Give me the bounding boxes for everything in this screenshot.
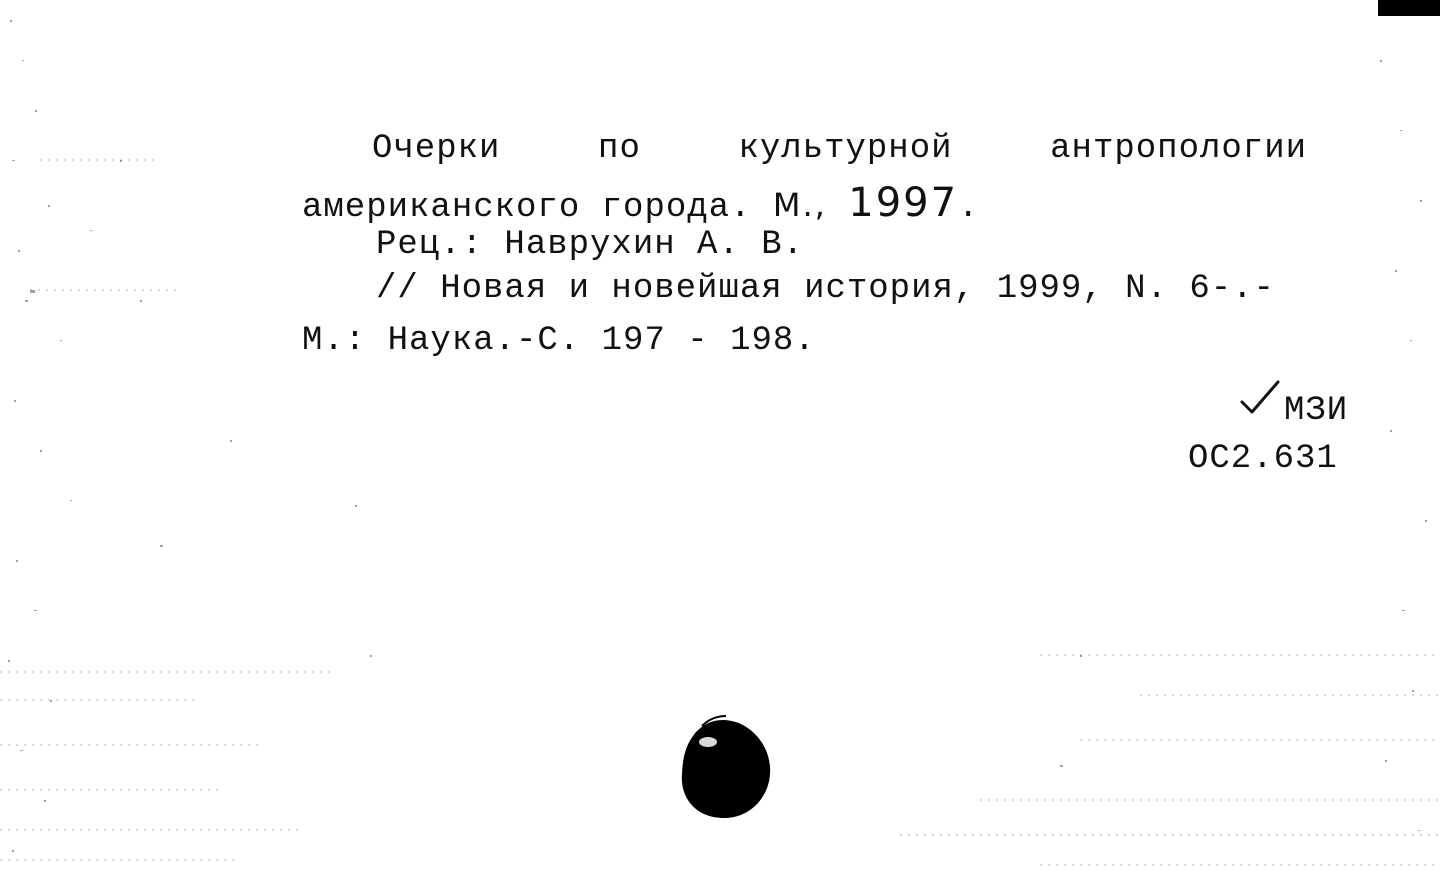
scan-edge-shadow [1378, 0, 1440, 16]
title-text: американского города. [302, 189, 752, 227]
mark-code: МЗИ [1284, 392, 1349, 430]
review-line: Рец.: Наврухин А. В. [376, 226, 805, 264]
title-line-1 [372, 130, 1307, 168]
title-word: культурной [738, 130, 953, 168]
handwritten-place: М., [772, 186, 827, 224]
check-mark-icon [1238, 378, 1282, 418]
handwritten-year: 1997 [848, 180, 959, 226]
title-line-2 [302, 180, 979, 227]
punch-hole [668, 712, 778, 824]
source-line: // Новая и новейшая история, 1999, N. 6-.- [376, 270, 1275, 308]
title-word: антропологии [1050, 130, 1307, 168]
title-end: . [958, 189, 980, 227]
title-word: Очерки [372, 130, 501, 168]
publisher-line: М.: Наука.-С. 197 - 198. [302, 322, 816, 360]
title-word: по [598, 130, 641, 168]
shelf-code: ОС2.631 [1188, 440, 1338, 478]
